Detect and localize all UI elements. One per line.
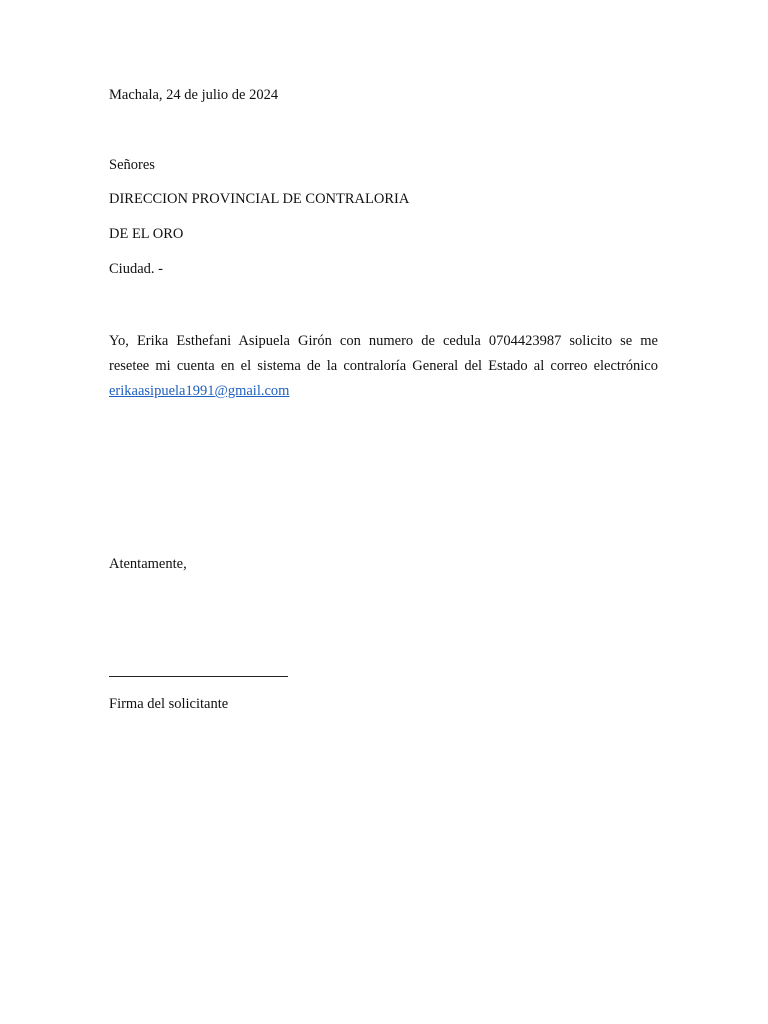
body-line-2: resetee mi cuenta en el sistema de la contraloría General del Estado al correo electrónico — [109, 358, 658, 374]
recipient-line-2: DE EL ORO — [109, 226, 184, 242]
email-line — [109, 379, 658, 404]
salutation: Señores — [109, 157, 155, 173]
signature-label: Firma del solicitante — [109, 696, 229, 712]
closing: Atentamente, — [109, 556, 187, 572]
body-line-1: Yo, Erika Esthefani Asipuela Girón con numero de cedula 0704423987 solicito se me — [109, 333, 658, 349]
city-line: Ciudad. - — [109, 261, 163, 277]
signature-line — [109, 676, 288, 677]
recipient-line-1: DIRECCION PROVINCIAL DE CONTRALORIA — [109, 191, 410, 207]
request-paragraph — [109, 329, 658, 404]
place-date: Machala, 24 de julio de 2024 — [109, 87, 279, 103]
email-link[interactable]: erikaasipuela1991@gmail.com — [109, 383, 290, 399]
